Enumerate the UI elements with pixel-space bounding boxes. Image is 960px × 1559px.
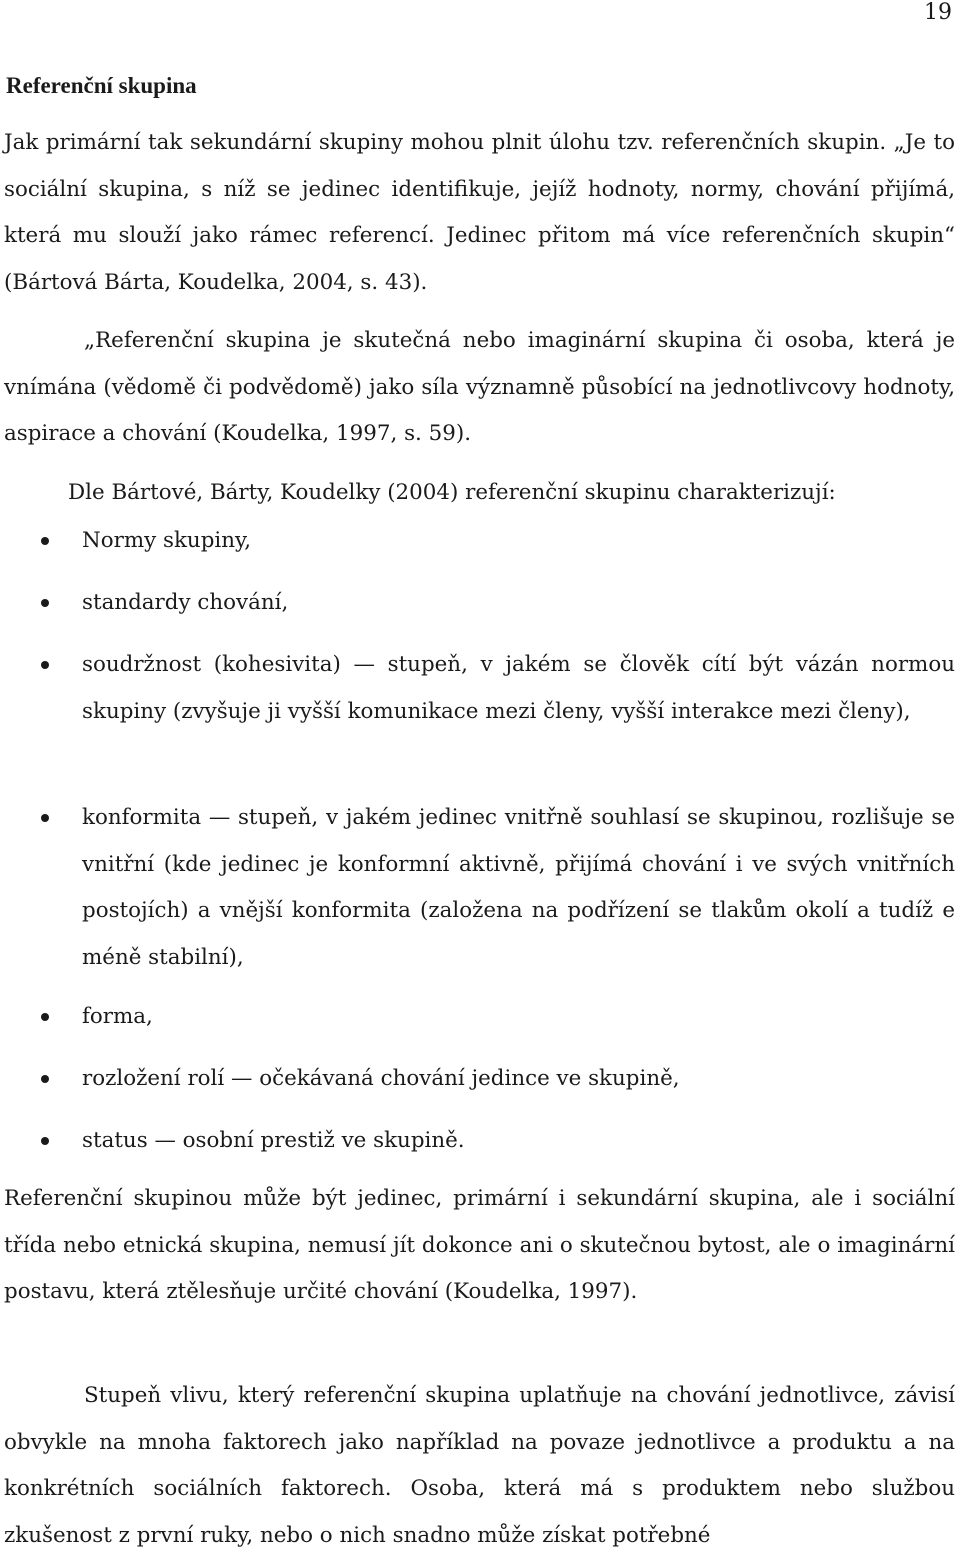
bullet-icon (41, 599, 49, 607)
list-item (82, 580, 955, 627)
bullet-icon (41, 661, 49, 669)
list-item-text: forma, (82, 1004, 153, 1029)
list-item (82, 518, 955, 565)
list-item-text: standardy chování, (82, 590, 289, 615)
list-item-text: konformita — stupeň, v jakém jedinec vnitřně souhlasí se skupinou, rozlišuje se vnitřní (kde jedinec je konformní aktivně, přijímá chování i ve svých vnitřních postojích) a vnější konformita (založena na podřízení se tlakům okolí a tudíž e méně stabilní), (82, 805, 955, 970)
bullet-icon (41, 1013, 49, 1021)
list-item (82, 994, 955, 1041)
paragraph-definition-quote: „Referenční skupina je skutečná nebo imaginární skupina či osoba, která je vnímána (vědomě či podvědomě) jako síla významně působící na jednotlivcovy hodnoty, aspirace a chování (Koudelka, 1997, s. 59). (4, 328, 955, 446)
list-item-text: rozložení rolí — očekávaná chování jedince ve skupině, (82, 1066, 680, 1091)
list-item (82, 642, 955, 735)
paragraph-influence-degree: Stupeň vlivu, který referenční skupina uplatňuje na chování jednotlivce, závisí obvykle na mnoha faktorech jako například na povaze jednotlivce a produktu a na konkrétních sociálních faktorech. Osoba, která má s produktem nebo službou zkušenost z první ruky, nebo o nich snadno může získat potřebné (4, 1383, 955, 1548)
bullet-icon (41, 1075, 49, 1083)
list-item (82, 1118, 955, 1165)
list-item (82, 795, 955, 981)
paragraph-reference-group-types: Referenční skupinou může být jedinec, primární i sekundární skupina, ale i sociální třída nebo etnická skupina, nemusí jít dokonce ani o skutečnou bytost, ale o imaginární postavu, která ztělesňuje určité chování (Koudelka, 1997). (4, 1186, 955, 1304)
bullet-icon (41, 814, 49, 822)
bullet-icon (41, 537, 49, 545)
list-item-text: status — osobní prestiž ve skupině. (82, 1128, 465, 1153)
list-item-text: Normy skupiny, (82, 528, 252, 553)
page-number: 19 (924, 0, 952, 25)
bullet-icon (41, 1137, 49, 1145)
list-item-text: soudržnost (kohesivita) — stupeň, v jakém se člověk cítí být vázán normou skupiny (zvyšuje ji vyšší komunikace mezi členy, vyšší interakce mezi členy), (82, 652, 955, 724)
paragraph-characteristics-lead: Dle Bártové, Bárty, Koudelky (2004) referenční skupinu charakterizují: (68, 480, 836, 505)
section-heading: Referenční skupina (6, 73, 197, 98)
list-item (82, 1056, 955, 1103)
paragraph-intro: Jak primární tak sekundární skupiny mohou plnit úlohu tzv. referenčních skupin. „Je to sociální skupina, s níž se jedinec identifikuje, jejíž hodnoty, normy, chování přijímá, která mu slouží jako rámec referencí. Jedinec přitom má více referenčních skupin“ (Bártová Bárta, Koudelka, 2004, s. 43). (4, 130, 955, 295)
